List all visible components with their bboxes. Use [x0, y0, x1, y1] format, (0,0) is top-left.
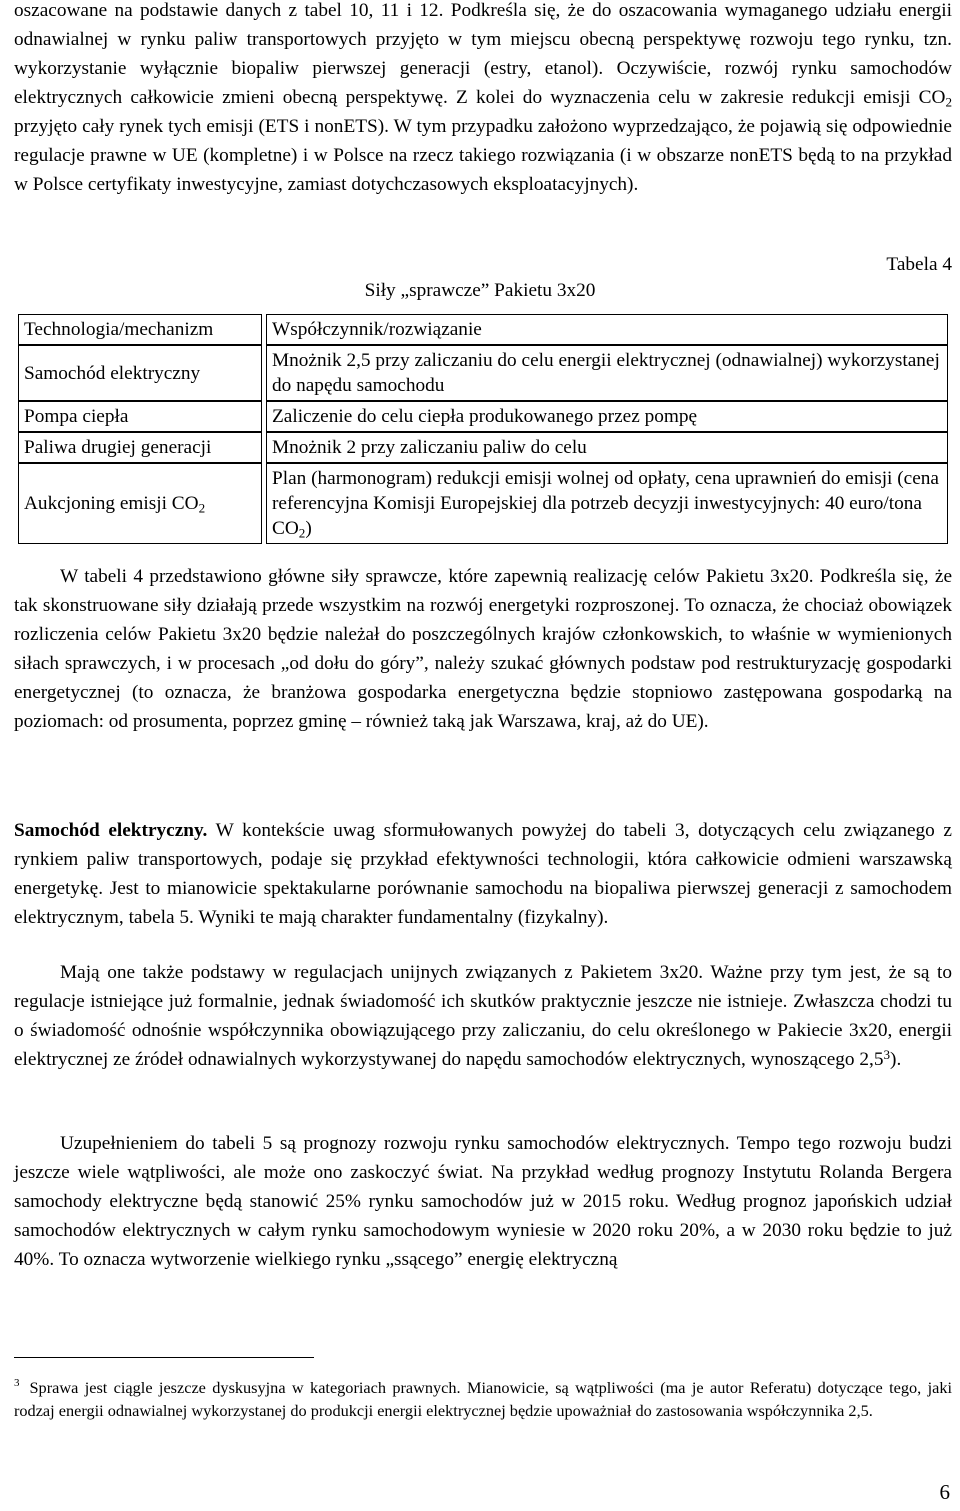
paragraph-intro: oszacowane na podstawie danych z tabel 10, 11 i 12. Podkreśla się, że do oszacowania wymaganego udziału energii odnawialnej w rynku paliw transportowych przyjęto w tym miejscu obecną perspektywę rozwoju tego rynku, tzn. wykorzystanie wyłącznie biopaliw pierwszej generacji (estry, etanol). Oczywiście, rozwój rynku samochodów elektrycznych całkowicie zmieni obecną perspektywę. Z kolei do wyznaczenia celu w zakresie redukcji emisji $CO_2$ przyjęto cały rynek tych emisji (ETS i nonETS). W tym przypadku założono wyprzedzająco, że pojawią się odpowiednie regulacje prawne w UE (kompletne) i w Polsce na rzecz takiego rozwiązania (i w obszarze nonETS będą to na przykład w Polsce certyfikaty inwestycyjne, zamiast dotychczasowych eksploatacyjnych).	[14, 0, 952, 195]
paragraph-regulations: Mają one także podstawy w regulacjach unijnych związanych z Pakietem 3x20. Ważne przy tym jest, że są to regulacje istniejące już formalnie, jednak świadomość ich skutków praktycznie jeszcze nie istnieje. Zwłaszcza chodzi tu o świadomość odnośnie współczynnika obowiązującego przy zaliczaniu, do celu określonego w Pakiecie 3x20, energii elektrycznej ze źródeł odnawialnych wykorzystywanej do napędu samochodów elektrycznych, wynoszącego $2,5^3$).	[14, 962, 952, 1070]
paragraph-forecasts: Uzupełnieniem do tabeli 5 są prognozy rozwoju rynku samochodów elektrycznych. Tempo tego rozwoju budzi jeszcze wiele wątpliwości, ale może ono zaskoczyć świat. Na przykład według prognozy Instytutu Rolanda Bergera samochody elektryczne będą stanowić 25% rynku samochodów już w 2015 roku. Według prognoz japońskich udział samochodów elektrycznych w całym rynku samochodowym wyniesie w 2020 roku 20%, a w 2030 roku będzie to już 40%. To oznacza wytworzenie wielkiego rynku „ssącego” energię elektryczną	[14, 1133, 952, 1270]
table-header-cell: Współczynnik/rozwiązanie	[266, 314, 948, 345]
table-cell: Samochód elektryczny	[18, 345, 262, 401]
section-heading: Samochód elektryczny.	[14, 820, 208, 841]
footnote-reference: 3	[883, 1047, 891, 1063]
table-cell: Plan (harmonogram) redukcji emisji wolnej od opłaty, cena uprawnień do emisji (cena referencyjna Komisji Europejskiej dla potrzeb decyzji inwestycyjnych: 40 euro/tona $CO_2$)	[266, 463, 948, 544]
table-header-row	[18, 314, 948, 345]
table-row	[18, 401, 948, 432]
page-number: 6	[939, 1480, 950, 1504]
footnote: $^3$ Sprawa jest ciągle jeszcze dyskusyjna w kategoriach prawnych. Mianowicie, są wątpliwości (ma je autor Referatu) dotyczące tego, jaki rodzaj energii odnawialnej wykorzystanej do produkcji energii elektrycznej będzie upoważniał do zastosowania współczynnika 2,5.	[14, 1377, 952, 1420]
paragraph-electric-car: Samochód elektryczny. W kontekście uwag sformułowanych powyżej do tabeli 3, dotyczących celu związanego z rynkiem paliw transportowych, podaje się przykład efektywności technologii, która całkowicie odmieni warszawską energetykę. Jest to mianowicie spektakularne porównanie samochodu na biopaliwa pierwszej generacji z samochodem elektrycznym, tabela 5. Wyniki te mają charakter fundamentalny (fizykalny).	[14, 820, 952, 928]
table-cell: Aukcjoning emisji $CO_2$	[18, 463, 262, 544]
table-title: Siły „sprawcze” Pakietu 3x20	[364, 280, 596, 301]
table-row	[18, 463, 948, 544]
table-cell: Mnożnik 2 przy zaliczaniu paliw do celu	[266, 432, 948, 463]
footnote-separator	[14, 1357, 314, 1358]
table-4	[14, 314, 952, 544]
table-label: Tabela 4	[886, 254, 952, 275]
table-cell: Paliwa drugiej generacji	[18, 432, 262, 463]
table-cell: Zaliczenie do celu ciepła produkowanego przez pompę	[266, 401, 948, 432]
table-cell: Pompa ciepła	[18, 401, 262, 432]
table-cell: Mnożnik 2,5 przy zaliczaniu do celu energii elektrycznej (odnawialnej) wykorzystanej do napędu samochodu	[266, 345, 948, 401]
footnote-number: 3	[14, 1377, 20, 1389]
table-row	[18, 432, 948, 463]
paragraph-table-summary: W tabeli 4 przedstawiono główne siły sprawcze, które zapewnią realizację celów Pakietu 3x20. Podkreśla się, że tak skonstruowane siły działają przede wszystkim na rozwój energetyki rozproszonej. To oznacza, że chociaż obowiązek rozliczenia celów Pakietu 3x20 będzie należał do poszczególnych krajów członkowskich, to właśnie w wymienionych siłach sprawczych, i w procesach „od dołu do góry”, należy szukać głównych podstaw pod restrukturyzację gospodarki energetycznej (to oznacza, że branżowa gospodarka energetyczna będzie stopniowo zastępowana gospodarką na poziomach: od prosumenta, poprzez gminę – również taką jak Warszawa, kraj, aż do UE).	[14, 566, 952, 732]
table-row	[18, 345, 948, 401]
table-header-cell: Technologia/mechanizm	[18, 314, 262, 345]
